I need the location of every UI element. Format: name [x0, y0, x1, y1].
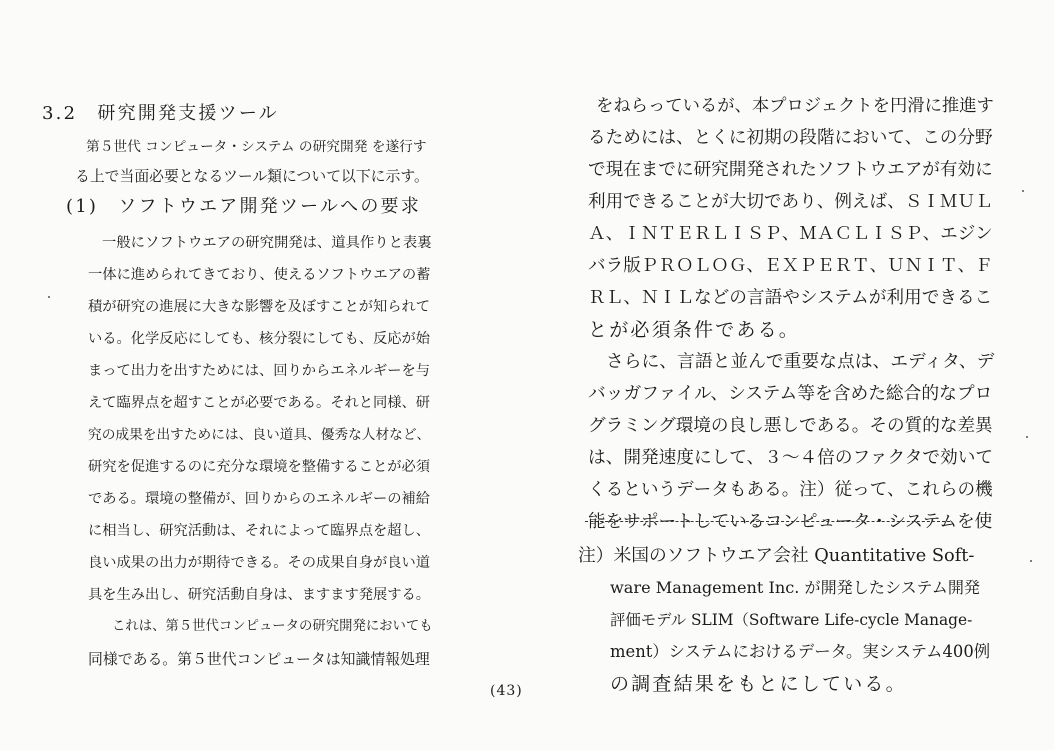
body-line: 積が研究の進展に大きな影響を及ぼすことが知られて: [88, 299, 431, 315]
scan-speck: [48, 296, 50, 298]
body-line: るためには、とくに初期の段階において、この分野: [588, 128, 993, 148]
body-line: さらに、言語と並んで重要な点は、エディタ、デ: [606, 352, 995, 372]
body-line: 同様である。第５世代コンピュータは知識情報処理: [88, 650, 430, 668]
body-line: 良い成果の出力が期待できる。その成果自身が良い道: [88, 555, 431, 571]
body-line: 研究を促進するのに充分な環境を整備することが必須: [88, 459, 431, 475]
body-line: 具を生み出し、研究活動自身は、ますます発展する。: [88, 587, 431, 603]
body-line: バラ版ＰＲＯＬＯＧ、ＥＸＰＥＲＴ、ＵＮＩＴ、Ｆ: [588, 256, 993, 276]
scan-speck: [1030, 560, 1032, 562]
footnote-line: の調査結果をもとにしている。: [610, 673, 907, 695]
body-line: 一般にソフトウエアの研究開発は、道具作りと表裏: [102, 235, 432, 251]
body-line: 一体に進められてきており、使えるソフトウエアの蓄: [88, 267, 431, 283]
body-line: で現在までに研究開発されたソフトウエアが有効に: [588, 160, 993, 180]
body-line: グラミング環境の良し悪しである。その質的な差異: [588, 416, 993, 436]
body-line: とが必須条件である。: [588, 319, 801, 341]
footnote-divider: [585, 521, 950, 522]
body-line: 能をサポートしているコンピュータ・システムを使: [588, 512, 993, 532]
section-heading: 3.2 研究開発支援ツール: [42, 103, 279, 124]
body-line: くるというデータもある。注）従って、これらの機: [588, 480, 993, 500]
body-line: いる。化学反応にしても、核分裂にしても、反応が始: [88, 331, 431, 347]
body-line: これは、第５世代コンピュータの研究開発においても: [112, 619, 433, 634]
body-line: Ａ、ＩＮＴＥＲＬＩＳＰ、ＭＡＣＬＩＳＰ、エジン: [588, 224, 993, 244]
scan-speck: [1022, 190, 1024, 192]
body-line: に相当し、研究活動は、それによって臨界点を超し、: [88, 523, 431, 539]
body-line: をねらっているが、本プロジェクトを円滑に推進す: [596, 96, 994, 116]
footnote-line: ware Management Inc. が開発したシステム開発: [610, 578, 981, 597]
body-line: 利用できることが大切であり、例えば、ＳＩＭＵＬ: [588, 192, 993, 212]
footnote-line: 注）米国のソフトウエア会社 Quantitative Soft-: [578, 546, 975, 566]
page-number: (43): [490, 683, 523, 699]
footnote-line: 評価モデル SLIM（Software Life-cycle Manage-: [610, 611, 973, 629]
body-line: まって出力を出すためには、回りからエネルギーを与: [88, 363, 431, 379]
body-line: 究の成果を出すためには、良い道具、優秀な人材など、: [88, 427, 431, 443]
body-line: は、開発速度にして、３～４倍のファクタで効いて: [588, 448, 994, 468]
body-line: えて臨界点を超すことが必要である。それと同様、研: [88, 395, 431, 411]
subsection-heading: (1) ソフトウエア開発ツールへの要求: [66, 196, 421, 217]
intro-line: る上で当面必要となるツール類について以下に示す。: [75, 168, 429, 185]
footnote-line: ment）システムにおけるデータ。実システム400例: [610, 642, 991, 661]
body-line: である。環境の整備が、回りからのエネルギーの補給: [88, 491, 431, 507]
body-line: バッガファイル、システム等を含めた総合的なプロ: [588, 384, 993, 404]
scan-speck: [1026, 436, 1028, 438]
intro-line: 第５世代 コンピュータ・システム の研究開発 を遂行す: [86, 139, 427, 155]
body-line: ＲＬ、ＮＩＬなどの言語やシステムが利用できるこ: [588, 288, 993, 308]
